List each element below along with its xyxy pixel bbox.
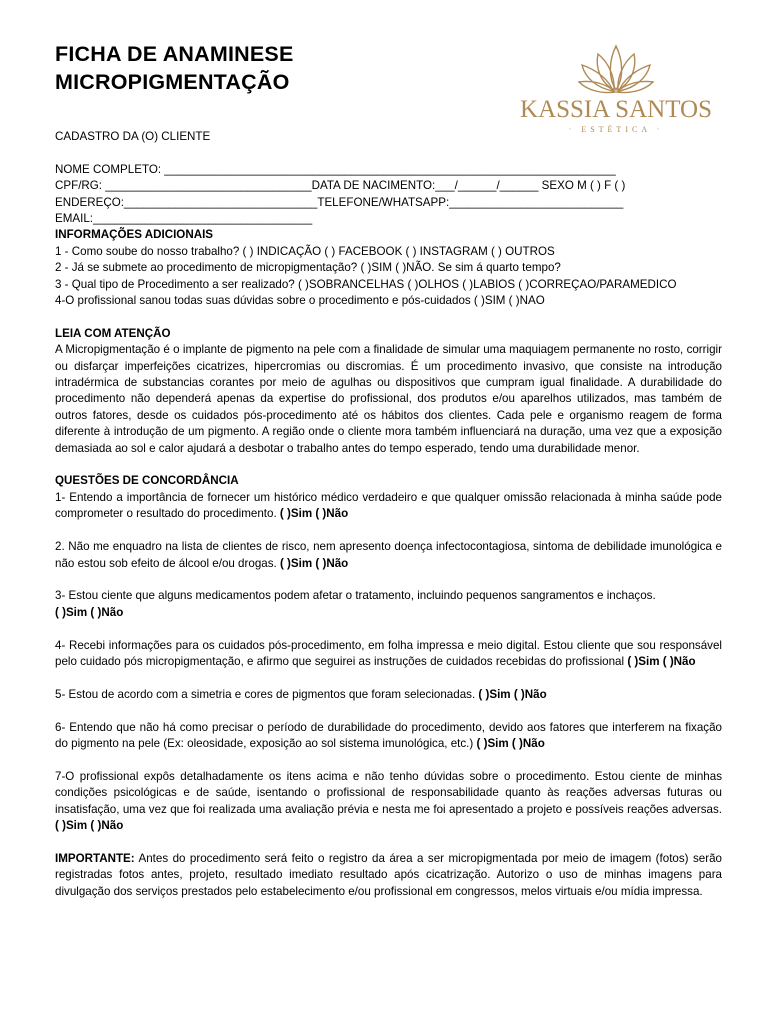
- brand-logo: [505, 38, 727, 138]
- logo-name: KASSIA SANTOS: [520, 96, 712, 123]
- agreement-answer: ( )Sim ( )Não: [478, 687, 547, 701]
- info-question-1: 1 - Como soube do nosso trabalho? ( ) INDICAÇÃO ( ) FACEBOOK ( ) INSTAGRAM ( ) OUTROS: [55, 244, 555, 258]
- agreement-answer: ( )Sim ( )Não: [279, 556, 349, 570]
- section-heading-leia: LEIA COM ATENÇÃO: [55, 326, 171, 340]
- agreement-item-6: 6- Entendo que não há como precisar o período de durabilidade do procedimento, devido aos fatores que interferem na fixação do pigmento na pele (Ex: oleosidade, exposição ao sol sistema imunológica, etc.) ( )Sim ( )Não: [55, 720, 722, 750]
- info-question-3: 3 - Qual tipo de Procedimento a ser realizado? ( )SOBRANCELHAS ( )OLHOS ( )LABIOS ( )CORREÇAO/PARAMEDICO: [55, 277, 677, 291]
- section-heading-questoes: QUESTÕES DE CONCORDÂNCIA: [55, 474, 239, 488]
- logo-subtitle: · ESTÉTICA ·: [568, 125, 664, 134]
- agreement-item-3: 3- Estou ciente que alguns medicamentos podem afetar o tratamento, incluindo pequenos sangramentos e inchaços. ( )Sim ( )Não: [55, 589, 656, 619]
- lotus-icon: [579, 46, 653, 93]
- agreement-answer: ( )Sim ( )Não: [55, 605, 124, 619]
- info-question-2: 2 - Já se submete ao procedimento de micropigmentação? ( )SIM ( )NÃO. Se sim á quarto tempo?: [55, 261, 561, 275]
- agreement-answer: ( )Sim ( )Não: [279, 507, 349, 521]
- agreement-item-7: 7-O profissional expôs detalhadamente os itens acima e não tenho dúvidas sobre o procedimento. Estou ciente de minhas condições psicológicas e de saúde, isentando o profissional de responsabilidade quanto às reações adversas futuras ou insatisfação, uma vez que foi realizada uma avaliação prévia e nesta me foi apresentado a projeto e possíveis reações adversas. ( )Sim ( )Não: [55, 769, 722, 832]
- leia-paragraph: A Micropigmentação é o implante de pigmento na pele com a finalidade de simular uma maquiagem permanente no rosto, corrigir ou disfarçar imperfeições cicatrizes, hipercromias ou discromias. É um procedimento invasivo, que consiste na introdução intradérmica de substancias corantes por meio de agulhas ou dispositivos que cumpram igual finalidade. A durabilidade do procedimento não dependerá apenas da expertise do profissional, dos produtos e/ou aparelhos utilizados, mas também de outros fatores, desde os cuidados pós-procedimento até os hábitos dos clientes. Cada pele e organismo reagem de forma diferente à introdução de um pigmento. A região onde o cliente mora também influenciará na duração, uma vez que a exposição demasiada ao sol e calor ajudará a desbotar o trabalho antes do tempo esperado, tendo uma durabilidade menor.: [55, 343, 722, 455]
- agreement-item-5: 5- Estou de acordo com a simetria e cores de pigmentos que foram selecionadas. ( )Sim ( )Não: [55, 687, 547, 701]
- importante-label: IMPORTANTE:: [55, 851, 135, 865]
- document-title: [55, 40, 294, 96]
- section-heading-cadastro: CADASTRO DA (O) CLIENTE: [55, 130, 211, 143]
- field-nome-completo: NOME COMPLETO: ______________________________________________________________________: [55, 162, 616, 176]
- agreement-answer: ( )Sim ( )Não: [55, 818, 124, 832]
- agreement-item-4: 4- Recebi informações para os cuidados pós-procedimento, em folha impressa e meio digital. Estou cliente que sou responsável pelo cuidado pós micropigmentação, e afirmo que seguirei as instruções de cuidados recebidas do profissional ( )Sim ( )Não: [55, 638, 722, 668]
- field-email: EMAIL:__________________________________: [55, 212, 313, 226]
- field-cpf-data-sexo: CPF/RG: ________________________________DATA DE NACIMENTO:___/______/______ SEXO M ( ) F ( ): [55, 179, 626, 193]
- agreement-item-1: 1- Entendo a importância de fornecer um histórico médico verdadeiro e que qualquer omissão relacionada à minha saúde pode comprometer o resultado do procedimento. ( )Sim ( )Não: [55, 490, 722, 521]
- agreement-answer: ( )Sim ( )Não: [627, 654, 696, 668]
- section-heading-info: INFORMAÇÕES ADICIONAIS: [55, 228, 214, 242]
- title-line-1: FICHA DE ANAMINESE: [55, 42, 294, 66]
- importante-paragraph: IMPORTANTE: Antes do procedimento será feito o registro da área a ser micropigmentada por meio de imagem (fotos) serão registradas fotos antes, projeto, resultado imediato resultado após cicatrização. Autorizo o uso de minhas imagens para divulgação dos serviços prestados pelo estabelecimento e/ou profissional em congressos, melos virtuais e/ou mídia impressa.: [55, 851, 722, 898]
- info-question-4: 4-O profissional sanou todas suas dúvidas sobre o procedimento e pós-cuidados ( )SIM ( )NAO: [55, 294, 545, 308]
- agreement-item-2: 2. Não me enquadro na lista de clientes de risco, nem apresento doença infectocontagiosa, sintoma de debilidade imunológica e não estou sob efeito de álcool e/ou drogas. ( )Sim ( )Não: [55, 540, 722, 570]
- agreement-answer: ( )Sim ( )Não: [476, 736, 545, 750]
- field-endereco-telefone: ENDEREÇO:______________________________TELEFONE/WHATSAPP:___________________________: [55, 195, 624, 209]
- title-line-2: MICROPIGMENTAÇÃO: [55, 70, 290, 94]
- document-body: [55, 129, 722, 900]
